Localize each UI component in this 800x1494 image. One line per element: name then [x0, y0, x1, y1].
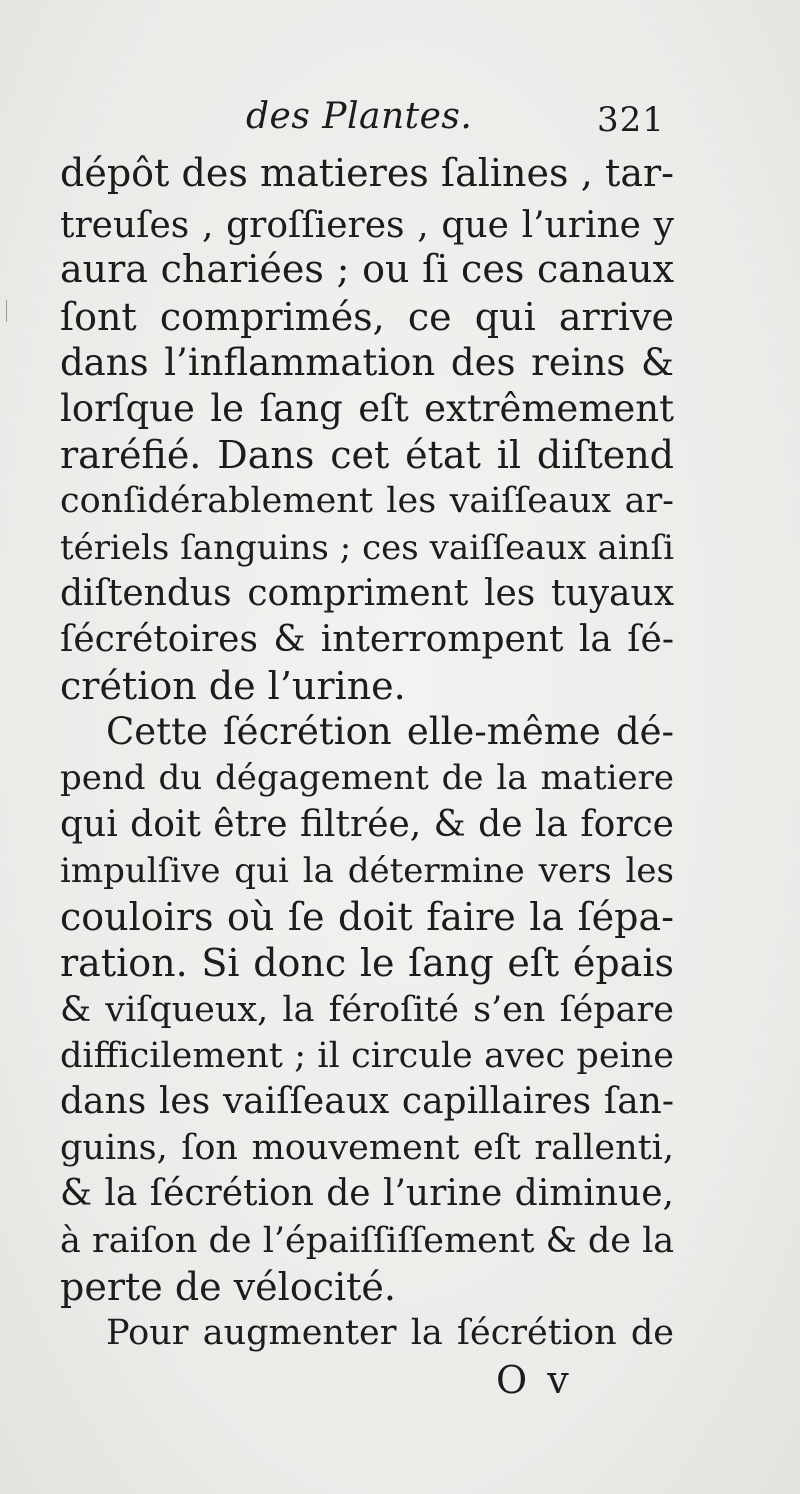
text-line: qui doit être filtrée, & de la force [60, 804, 674, 845]
text-line: crétion de l’urine. [60, 664, 406, 708]
page-number: 321 [597, 100, 665, 140]
text-line: dans les vaiſſeaux capillaires ſan- [60, 1081, 674, 1122]
text-line: couloirs où ſe doit faire la ſépa- [60, 895, 674, 939]
text-line: diſtendus compriment les tuyaux [60, 573, 674, 614]
text-line: difficilement ; il circule avec peine [60, 1036, 674, 1076]
text-line: à raiſon de l’épaiſſiſſement & de la [60, 1221, 675, 1261]
text-line: Pour augmenter la ſécrétion de [106, 1313, 674, 1353]
text-line: tériels ſanguins ; ces vaiſſeaux ainſi [60, 528, 674, 568]
running-head-title: des Plantes. [246, 96, 473, 137]
text-line: impulſive qui la détermine vers les [60, 851, 674, 891]
text-line: Cette ſécrétion elle-même dé- [106, 710, 674, 753]
text-line: perte de vélocité. [60, 1265, 396, 1309]
text-line: pend du dégagement de la matiere [60, 758, 674, 798]
text-line: ſécrétoires & interrompent la ſé- [60, 619, 674, 660]
text-line: dans l’inflammation des reins & [60, 341, 674, 384]
text-line: ration. Si donc le ſang eſt épais [60, 941, 674, 985]
signature-mark: O v [496, 1358, 573, 1402]
text-line: raréfié. Dans cet état il diſtend [60, 433, 674, 477]
text-line: conſidérablement les vaiſſeaux ar- [60, 481, 674, 521]
text-line: dépôt des matieres ſalines , tar- [60, 151, 674, 195]
text-line: aura chariées ; ou ſi ces canaux [60, 247, 674, 291]
text-line: guins, ſon mouvement eſt rallenti, [60, 1128, 674, 1168]
text-line: treuſes , groſſieres , que l’urine y [60, 205, 674, 246]
text-line: & la ſécrétion de l’urine diminue, [60, 1173, 674, 1214]
margin-mark [6, 300, 7, 322]
text-line: & viſqueux, la féroſité s’en ſépare [60, 990, 674, 1030]
text-line: lorſque le ſang eſt extrêmement [60, 387, 674, 430]
text-line: ſont comprimés, ce qui arrive [60, 295, 674, 339]
